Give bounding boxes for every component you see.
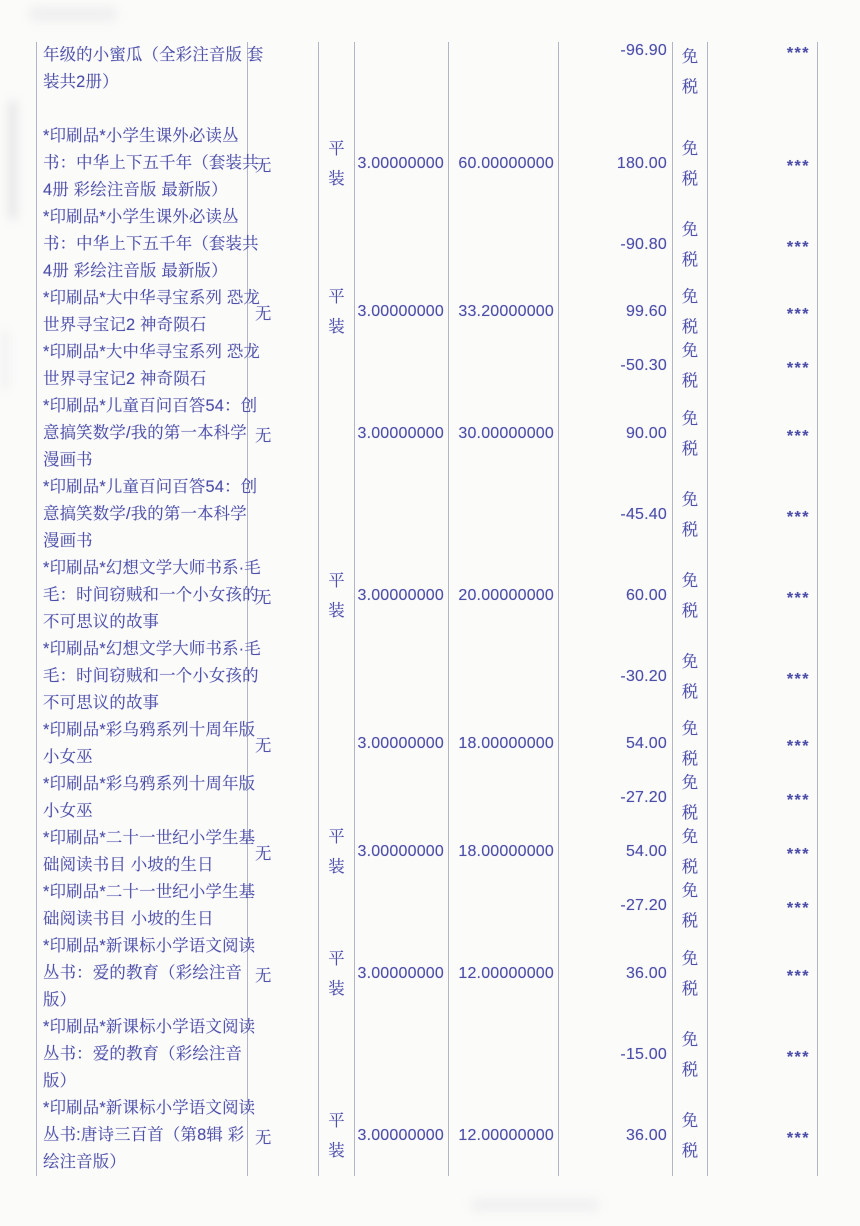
item-brand-text: 无 <box>255 737 272 755</box>
description-line: *印刷品*新课标小学语文阅读 <box>43 1099 256 1117</box>
description-line: 毛：时间窃贼和一个小女孩的 <box>43 667 259 685</box>
item-amount <box>559 825 673 879</box>
item-binding <box>319 717 355 771</box>
item-binding <box>319 42 355 123</box>
item-brand-text: 无 <box>255 305 272 323</box>
description-line: 版） <box>43 1072 77 1090</box>
item-marks <box>708 1095 818 1176</box>
item-tax-status-stacked-text: 免 税 <box>681 882 699 930</box>
item-amount <box>559 474 673 555</box>
item-marks-text: *** <box>786 157 810 175</box>
item-marks <box>708 123 818 204</box>
item-tax-status <box>673 879 708 933</box>
item-brand <box>248 1095 319 1176</box>
item-brand-text: 无 <box>255 1128 272 1147</box>
item-unit-price <box>449 393 559 474</box>
description-line: 不可思议的故事 <box>43 613 160 631</box>
item-quantity <box>355 555 449 636</box>
description-line: 意搞笑数学/我的第一本科学 <box>43 424 247 442</box>
item-description <box>36 123 259 204</box>
item-brand <box>248 636 319 717</box>
item-unit-price <box>449 285 559 339</box>
item-binding <box>319 204 355 285</box>
item-unit-price-text: 12.00000000 <box>458 1126 554 1144</box>
item-quantity-text: 3.00000000 <box>357 1126 444 1144</box>
item-marks <box>708 204 818 285</box>
item-amount <box>559 123 673 204</box>
item-description <box>36 825 256 879</box>
item-marks-text: *** <box>786 738 810 755</box>
item-brand <box>248 42 319 123</box>
item-amount-text: 36.00 <box>625 1126 667 1144</box>
description-line: *印刷品*新课标小学语文阅读 <box>43 1018 256 1036</box>
item-tax-status <box>673 555 708 636</box>
item-brand <box>248 123 319 204</box>
item-brand <box>248 339 319 393</box>
item-tax-status-stacked-text: 免 税 <box>681 1111 699 1160</box>
item-marks <box>708 825 818 879</box>
table-row <box>36 933 818 1014</box>
item-description <box>36 393 258 474</box>
scan-artifact <box>2 330 8 390</box>
item-unit-price-text: 30.00000000 <box>458 424 554 442</box>
description-line: 绘注音版） <box>43 1153 126 1171</box>
description-line: 不可思议的故事 <box>43 694 160 712</box>
item-tax-status-stacked-text: 免 税 <box>681 1030 699 1079</box>
item-brand <box>248 204 319 285</box>
description-line: 书：中华上下五千年（套装共 <box>43 154 259 172</box>
item-marks-text: *** <box>786 846 810 863</box>
item-quantity-text: 3.00000000 <box>357 303 444 320</box>
item-tax-status-stacked-text: 免 税 <box>681 139 699 188</box>
item-unit-price <box>449 123 559 204</box>
item-amount-text: 54.00 <box>625 735 667 752</box>
table-row <box>36 123 818 204</box>
item-amount-text: -45.40 <box>620 505 667 523</box>
item-amount <box>559 393 673 474</box>
item-unit-price <box>449 555 559 636</box>
table-row <box>36 825 818 879</box>
description-line: *印刷品*彩乌鸦系列十周年版 <box>43 775 256 793</box>
item-amount-text: -30.20 <box>620 667 667 685</box>
table-row <box>36 879 818 933</box>
item-tax-status-stacked-text: 免 税 <box>681 490 699 539</box>
item-brand <box>248 771 319 825</box>
item-quantity <box>355 1095 449 1176</box>
item-description <box>36 474 258 555</box>
item-amount-text: 36.00 <box>625 964 667 982</box>
item-tax-status <box>673 285 708 339</box>
item-brand <box>248 393 319 474</box>
item-amount <box>559 42 673 123</box>
item-amount-text: -90.80 <box>620 235 667 253</box>
item-amount-text: 99.60 <box>625 303 667 320</box>
item-quantity <box>355 1014 449 1095</box>
item-quantity <box>355 42 449 123</box>
item-unit-price <box>449 717 559 771</box>
table-row <box>36 1095 818 1176</box>
item-quantity <box>355 771 449 825</box>
item-marks <box>708 771 818 825</box>
item-tax-status <box>673 636 708 717</box>
table-row <box>36 771 818 825</box>
item-binding <box>319 339 355 393</box>
item-quantity-text: 3.00000000 <box>357 964 444 982</box>
item-unit-price-text: 33.20000000 <box>458 303 554 320</box>
item-binding <box>319 879 355 933</box>
description-line: 世界寻宝记2 神奇陨石 <box>43 370 207 388</box>
item-amount-text: 180.00 <box>616 154 667 172</box>
item-amount <box>559 771 673 825</box>
item-description <box>36 933 256 1014</box>
item-quantity <box>355 825 449 879</box>
item-marks <box>708 393 818 474</box>
item-quantity-text: 3.00000000 <box>357 586 444 604</box>
scan-artifact <box>470 1198 600 1212</box>
item-amount-text: -15.00 <box>620 1045 667 1063</box>
item-marks <box>708 1014 818 1095</box>
item-description <box>36 771 256 825</box>
item-brand <box>248 555 319 636</box>
table-row <box>36 636 818 717</box>
description-line: 丛书：爱的教育（彩绘注音 <box>43 1045 243 1063</box>
item-brand <box>248 879 319 933</box>
item-tax-status <box>673 204 708 285</box>
item-binding <box>319 285 355 339</box>
item-binding <box>319 555 355 636</box>
item-binding-stacked-text: 平 装 <box>328 571 345 620</box>
table-row <box>36 42 818 123</box>
item-tax-status <box>673 123 708 204</box>
item-binding <box>319 1095 355 1176</box>
table-row <box>36 393 818 474</box>
item-quantity <box>355 285 449 339</box>
description-line: 丛书：爱的教育（彩绘注音 <box>43 964 243 982</box>
item-tax-status-stacked-text: 免 税 <box>681 409 699 458</box>
item-brand-text: 无 <box>255 845 272 863</box>
item-amount <box>559 555 673 636</box>
item-amount-text: -27.20 <box>620 789 667 806</box>
description-line: *印刷品*儿童百问百答54：创 <box>43 397 258 415</box>
item-quantity <box>355 474 449 555</box>
item-marks-text: *** <box>786 1129 810 1147</box>
item-unit-price <box>449 825 559 879</box>
item-amount <box>559 204 673 285</box>
item-description <box>36 1095 256 1176</box>
item-amount-text: 60.00 <box>625 586 667 604</box>
item-tax-status <box>673 42 708 123</box>
item-description <box>36 204 259 285</box>
item-quantity <box>355 393 449 474</box>
item-marks-text: *** <box>786 670 810 688</box>
description-line: 书：中华上下五千年（套装共 <box>43 235 259 253</box>
scan-artifact <box>8 100 17 220</box>
item-tax-status <box>673 717 708 771</box>
item-description <box>36 879 256 933</box>
description-line: *印刷品*大中华寻宝系列 恐龙 <box>43 289 260 307</box>
scan-artifact <box>28 6 118 22</box>
item-tax-status-stacked-text: 免 税 <box>681 774 699 822</box>
item-brand-text: 无 <box>255 156 272 175</box>
item-marks <box>708 42 818 123</box>
item-description <box>36 1014 256 1095</box>
description-line: 小女巫 <box>43 748 93 766</box>
description-line: *印刷品*幻想文学大师书系·毛 <box>43 640 261 658</box>
item-tax-status-stacked-text: 免 税 <box>681 342 699 390</box>
item-binding <box>319 636 355 717</box>
item-description <box>36 42 264 123</box>
description-line: 漫画书 <box>43 451 93 469</box>
item-brand <box>248 285 319 339</box>
description-line: 意搞笑数学/我的第一本科学 <box>43 505 247 523</box>
item-quantity-text: 3.00000000 <box>357 843 444 860</box>
item-amount-text: -27.20 <box>620 897 667 914</box>
item-description <box>36 339 260 393</box>
item-quantity-text: 3.00000000 <box>357 424 444 442</box>
description-line: 装共2册） <box>43 73 119 91</box>
item-marks <box>708 555 818 636</box>
item-tax-status-stacked-text: 免 税 <box>681 288 699 336</box>
item-marks-text: *** <box>786 900 810 917</box>
description-line: 毛：时间窃贼和一个小女孩的 <box>43 586 259 604</box>
item-tax-status <box>673 393 708 474</box>
table-row <box>36 339 818 393</box>
description-line: *印刷品*小学生课外必读丛 <box>43 208 239 226</box>
item-amount <box>559 339 673 393</box>
item-unit-price <box>449 474 559 555</box>
item-unit-price-text: 12.00000000 <box>458 964 554 982</box>
item-unit-price <box>449 636 559 717</box>
item-description <box>36 555 261 636</box>
invoice-items-table <box>36 42 818 1176</box>
item-tax-status-stacked-text: 免 税 <box>681 949 699 998</box>
item-quantity <box>355 879 449 933</box>
item-marks-text: *** <box>786 360 810 377</box>
item-quantity-text: 3.00000000 <box>357 735 444 752</box>
item-marks-text: *** <box>786 792 810 809</box>
item-tax-status <box>673 1095 708 1176</box>
description-line: *印刷品*二十一世纪小学生基 <box>43 883 256 901</box>
item-binding-stacked-text: 平 装 <box>328 1111 345 1160</box>
item-marks <box>708 717 818 771</box>
item-marks <box>708 285 818 339</box>
item-tax-status-stacked-text: 免 税 <box>681 652 699 701</box>
item-marks <box>708 474 818 555</box>
item-tax-status <box>673 825 708 879</box>
description-line: 4册 彩绘注音版 最新版） <box>43 262 228 280</box>
item-binding-stacked-text: 平 装 <box>328 949 345 998</box>
table-row <box>36 204 818 285</box>
item-marks-text: *** <box>786 45 810 62</box>
item-binding <box>319 123 355 204</box>
item-unit-price-text: 60.00000000 <box>458 154 554 172</box>
item-quantity <box>355 717 449 771</box>
item-marks-text: *** <box>786 508 810 526</box>
item-tax-status-stacked-text: 免 税 <box>681 828 699 876</box>
item-binding-stacked-text: 平 装 <box>328 828 345 876</box>
item-binding <box>319 825 355 879</box>
item-tax-status-stacked-text: 免 税 <box>681 220 699 269</box>
item-binding-stacked-text: 平 装 <box>328 288 345 336</box>
item-tax-status-stacked-text: 免 税 <box>681 720 699 768</box>
item-amount <box>559 285 673 339</box>
item-marks-text: *** <box>786 1048 810 1066</box>
item-brand <box>248 825 319 879</box>
description-line: *印刷品*幻想文学大师书系·毛 <box>43 559 261 577</box>
item-description <box>36 285 260 339</box>
item-unit-price <box>449 339 559 393</box>
item-binding <box>319 1014 355 1095</box>
table-row <box>36 555 818 636</box>
item-marks <box>708 339 818 393</box>
description-line: 础阅读书目 小坡的生日 <box>43 856 214 874</box>
item-quantity <box>355 123 449 204</box>
item-marks <box>708 879 818 933</box>
item-brand-text: 无 <box>255 588 272 607</box>
item-marks-text: *** <box>786 306 810 323</box>
item-tax-status <box>673 1014 708 1095</box>
item-tax-status <box>673 339 708 393</box>
item-quantity <box>355 636 449 717</box>
item-unit-price-text: 20.00000000 <box>458 586 554 604</box>
item-marks <box>708 933 818 1014</box>
item-unit-price <box>449 42 559 123</box>
description-line: 小女巫 <box>43 802 93 820</box>
table-row <box>36 285 818 339</box>
description-line: *印刷品*儿童百问百答54：创 <box>43 478 258 496</box>
item-brand <box>248 933 319 1014</box>
table-row <box>36 1014 818 1095</box>
item-unit-price <box>449 771 559 825</box>
item-brand <box>248 1014 319 1095</box>
item-marks-text: *** <box>786 589 810 607</box>
item-unit-price <box>449 879 559 933</box>
item-marks-text: *** <box>786 238 810 256</box>
item-brand <box>248 474 319 555</box>
item-unit-price <box>449 933 559 1014</box>
description-line: *印刷品*二十一世纪小学生基 <box>43 829 256 847</box>
description-line: 础阅读书目 小坡的生日 <box>43 910 214 928</box>
item-marks-text: *** <box>786 427 810 445</box>
description-line: 版） <box>43 991 77 1009</box>
item-amount <box>559 636 673 717</box>
item-quantity <box>355 204 449 285</box>
item-binding <box>319 474 355 555</box>
item-unit-price <box>449 204 559 285</box>
description-line: 世界寻宝记2 神奇陨石 <box>43 316 207 334</box>
item-amount <box>559 1014 673 1095</box>
item-description <box>36 717 256 771</box>
item-brand-text: 无 <box>255 966 272 985</box>
item-tax-status <box>673 474 708 555</box>
item-binding <box>319 933 355 1014</box>
item-marks <box>708 636 818 717</box>
item-amount <box>559 1095 673 1176</box>
item-tax-status <box>673 933 708 1014</box>
item-tax-status <box>673 771 708 825</box>
description-line: *印刷品*新课标小学语文阅读 <box>43 937 256 955</box>
item-amount-text: 54.00 <box>625 843 667 860</box>
item-unit-price <box>449 1014 559 1095</box>
description-line: *印刷品*彩乌鸦系列十周年版 <box>43 721 256 739</box>
item-amount <box>559 933 673 1014</box>
item-brand-text: 无 <box>255 426 272 445</box>
item-binding <box>319 771 355 825</box>
item-unit-price-text: 18.00000000 <box>458 735 554 752</box>
item-description <box>36 636 261 717</box>
table-row <box>36 474 818 555</box>
item-brand <box>248 717 319 771</box>
item-quantity-text: 3.00000000 <box>357 154 444 172</box>
item-binding <box>319 393 355 474</box>
item-tax-status-stacked-text: 免 税 <box>681 571 699 620</box>
item-amount-text: -50.30 <box>620 357 667 374</box>
description-line: 4册 彩绘注音版 最新版） <box>43 181 228 199</box>
item-amount-text: -96.90 <box>620 42 667 59</box>
item-unit-price <box>449 1095 559 1176</box>
item-tax-status-stacked-text: 免 税 <box>681 48 699 96</box>
item-amount <box>559 879 673 933</box>
table-row <box>36 717 818 771</box>
item-unit-price-text: 18.00000000 <box>458 843 554 860</box>
description-line: 年级的小蜜瓜（全彩注音版 套 <box>43 46 264 64</box>
description-line: 漫画书 <box>43 532 93 550</box>
description-line: *印刷品*大中华寻宝系列 恐龙 <box>43 343 260 361</box>
item-binding-stacked-text: 平 装 <box>328 139 345 188</box>
item-amount-text: 90.00 <box>625 424 667 442</box>
item-amount <box>559 717 673 771</box>
item-quantity <box>355 933 449 1014</box>
description-line: 丛书:唐诗三百首（第8辑 彩 <box>43 1126 245 1144</box>
description-line: *印刷品*小学生课外必读丛 <box>43 127 239 145</box>
item-marks-text: *** <box>786 967 810 985</box>
item-quantity <box>355 339 449 393</box>
